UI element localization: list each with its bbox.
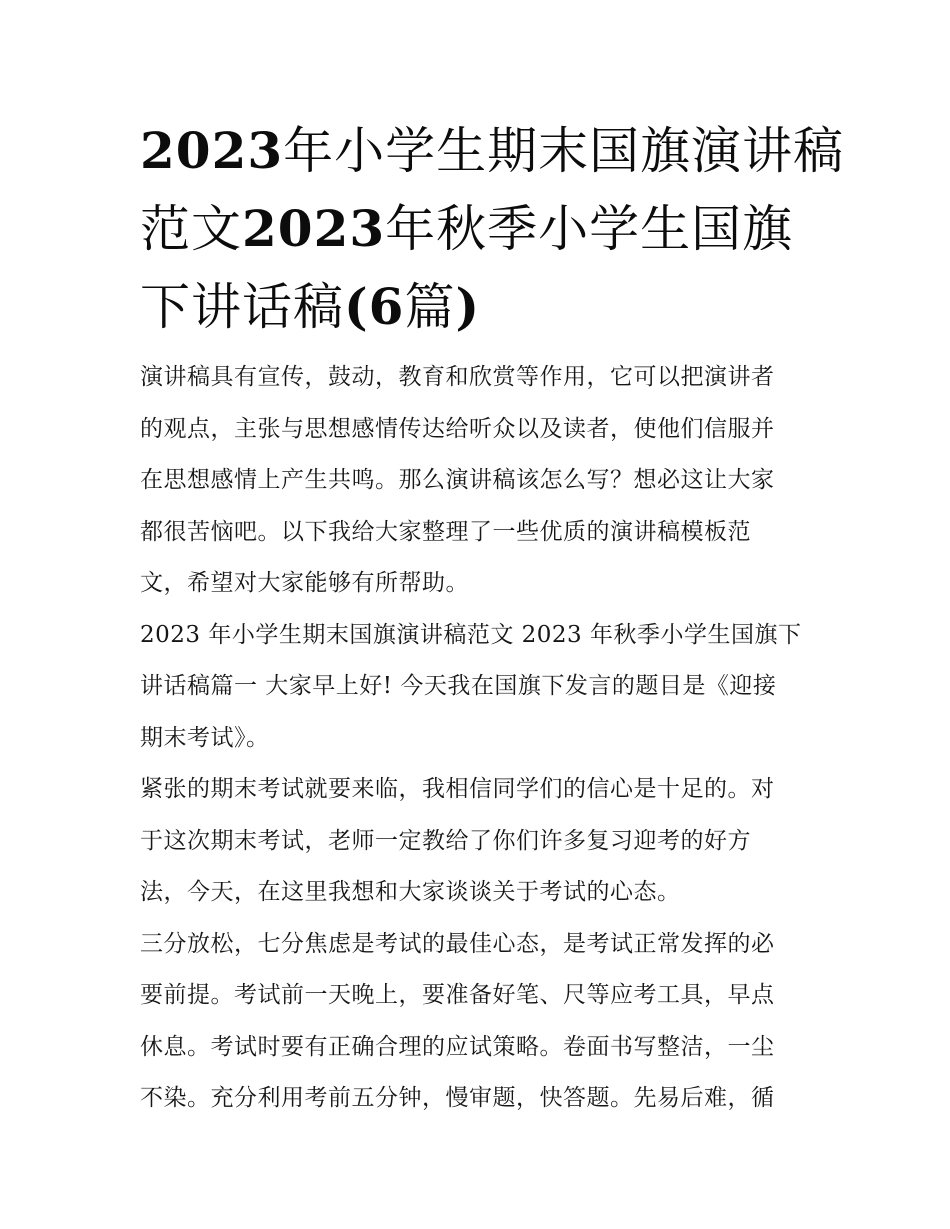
title-line-3: [140, 268, 820, 346]
title-text-1: 年小学生期末国旗演讲稿: [283, 122, 845, 180]
title-year-2: 2023: [242, 199, 386, 258]
text-line: 休息。考试时要有正确合理的应试策略。卷面书写整洁，一尘: [140, 1033, 775, 1060]
title-year-1: 2023: [140, 121, 284, 180]
text-line: 于这次期末考试，老师一定教给了你们许多复习迎考的好方: [140, 827, 751, 854]
text-line: 文，希望对大家能够有所帮助。: [140, 570, 469, 596]
text-line: 要前提。考试前一天晚上，要准备好笔、尺等应考工具，早点: [140, 982, 775, 1008]
text-line: 在思想感情上产生共鸣。那么演讲稿该怎么写？想必这让大家: [140, 467, 775, 493]
title-text-3: 下讲话稿: [140, 278, 344, 336]
text-line: 2023 年小学生期末国旗演讲稿范文 2023 年秋季小学生国旗下: [140, 621, 802, 648]
paragraph-exam-coming: [140, 764, 830, 919]
title-line-2: [140, 190, 820, 268]
text-line: 期末考试》。: [140, 724, 270, 751]
title-text-2: 年秋季小学生国旗: [385, 200, 794, 258]
title-close: ): [455, 277, 481, 336]
paragraph-exam-mindset: [140, 919, 830, 1125]
title-pre-2: 范文: [140, 200, 242, 258]
text-line: 不染。充分利用考前五分钟，慢审题，快答题。先易后难，循: [140, 1085, 775, 1111]
title-post-3: 篇: [404, 278, 456, 336]
text-line: 紧张的期末考试就要来临，我相信同学们的信心是十足的。对: [140, 776, 775, 802]
text-line: 讲话稿篇一 大家早上好! 今天我在国旗下发言的题目是《迎接: [140, 673, 777, 699]
title-line-1: [140, 112, 845, 190]
document-body: [140, 352, 830, 1125]
document-title: [140, 112, 845, 346]
text-line: 的观点，主张与思想感情传达给听众以及读者，使他们信服并: [140, 415, 775, 442]
text-line: 都很苦恼吧。以下我给大家整理了一些优质的演讲稿模板范: [140, 518, 751, 545]
title-count: (6: [344, 277, 405, 336]
text-line: 三分放松，七分焦虑是考试的最佳心态，是考试正常发挥的必: [140, 930, 775, 957]
text-line: 演讲稿具有宣传，鼓动，教育和欣赏等作用，它可以把演讲者: [140, 364, 775, 390]
paragraph-intro: [140, 352, 830, 610]
text-line: 法，今天，在这里我想和大家谈谈关于考试的心态。: [140, 879, 681, 905]
paragraph-section-title: [140, 610, 830, 765]
